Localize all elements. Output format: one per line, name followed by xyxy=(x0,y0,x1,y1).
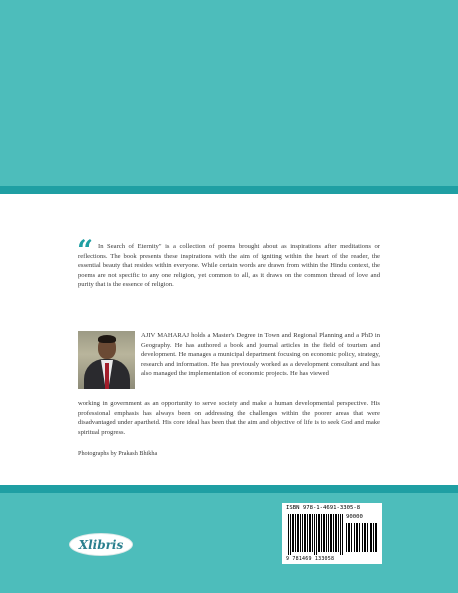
photo-tie xyxy=(105,363,109,389)
quote-mark-icon: “ xyxy=(77,234,94,267)
barcode-bars-icon xyxy=(288,514,344,555)
author-bio-continued: working in government as an opportunity to serve society and make a human developmental perspective. His professional emphasis has always been on addressing the challenges within the poorer areas that were disadvantaged under apartheid. His core ideal has been that the aim and objective of life is to seek God and make spiritual progress. xyxy=(78,400,380,436)
publisher-logo-text: Xlibris xyxy=(78,537,124,552)
photo-credit: Photographs by Prakash Bhikha xyxy=(78,450,158,457)
publisher-logo xyxy=(69,533,133,556)
isbn-number: ISBN 978-1-4691-3305-8 xyxy=(286,505,361,511)
lower-stripe xyxy=(0,485,458,493)
photo-hair xyxy=(98,335,116,343)
author-photo xyxy=(78,331,135,389)
addon-barcode-icon xyxy=(346,523,378,552)
book-blurb xyxy=(77,234,380,290)
top-teal-band xyxy=(0,0,458,185)
blurb-first-line: In Search of Eternity" is a collection of poems brought about as inspirations after xyxy=(98,243,337,250)
price-code: 90000 xyxy=(346,514,363,520)
author-bio-side: AJIV MAHARAJ holds a Master's Degree in Town and Regional Planning and a PhD in Geography. He has authored a book and journal articles in the field of tourism and development. He manages a municipal department focusing on economic policy, strategy, research and information. He has previously worked as a development consultant and has also managed the implementation of economic projects. He has viewed xyxy=(141,332,380,378)
upper-stripe xyxy=(0,186,458,194)
isbn-barcode xyxy=(282,503,382,564)
blurb-rest: meditations or reflections. The book presents these inspirations with the aim of igniting within the heart of the reader, the essential beauty that resides within everyone. While certain words are drawn from within the Hindu context, the poems are not specific to any one religion, yet common to all, as it draws on the common thread of love and purity that is the essence of religion. xyxy=(78,243,380,289)
barcode-digits: 9 781469 133058 xyxy=(286,556,335,562)
